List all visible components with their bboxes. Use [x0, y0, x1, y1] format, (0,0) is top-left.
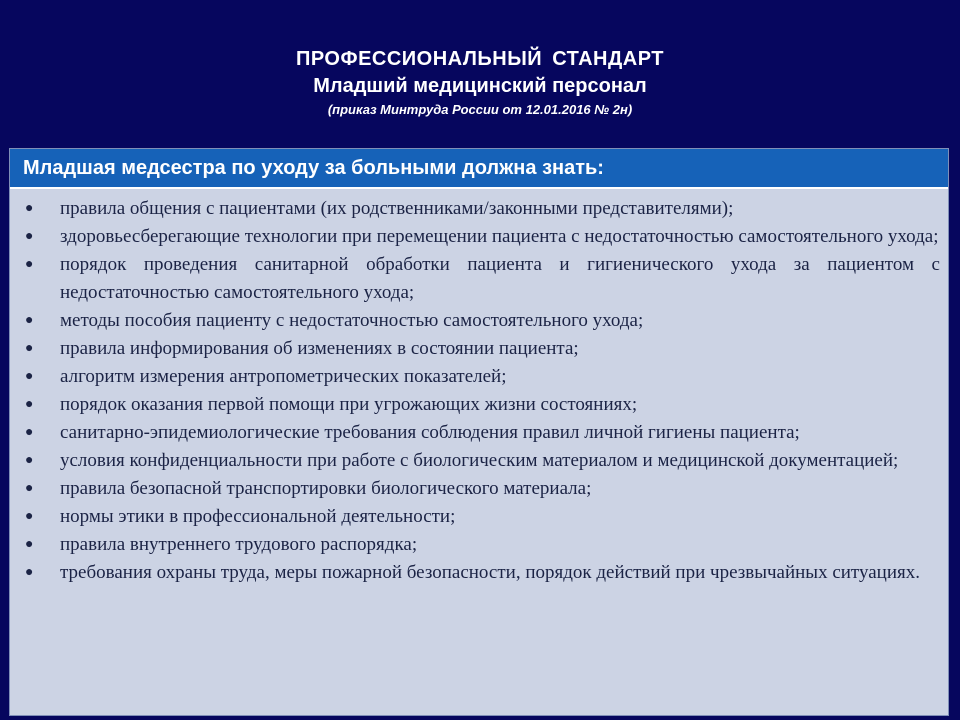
bullet-icon: ●: [25, 313, 34, 328]
bullet-icon: ●: [25, 229, 34, 244]
list-item: [23, 475, 940, 503]
list-item-text: условия конфиденциальности при работе с биологическим материалом и медицинской документацией;: [60, 450, 899, 471]
bullet-icon: ●: [25, 341, 34, 356]
list-item: [23, 195, 940, 223]
list-item-text: порядок проведения санитарной обработки пациента и гигиенического ухода за пациентом с недостаточностью самостоятельного ухода;: [60, 254, 940, 303]
list-item: [23, 223, 940, 251]
bullet-icon: ●: [25, 369, 34, 384]
bullet-icon: ●: [25, 397, 34, 412]
bullet-icon: ●: [25, 257, 34, 272]
knowledge-list: [10, 189, 948, 587]
card-heading: Младшая медсестра по уходу за больными должна знать:: [10, 149, 948, 189]
list-item: [23, 251, 940, 307]
bullet-icon: ●: [25, 509, 34, 524]
bullet-icon: ●: [25, 425, 34, 440]
list-item-text: нормы этики в профессиональной деятельности;: [60, 506, 456, 527]
list-item-text: методы пособия пациенту с недостаточностью самостоятельного ухода;: [60, 310, 644, 331]
bullet-icon: ●: [25, 453, 34, 468]
bullet-icon: ●: [25, 481, 34, 496]
list-item: [23, 559, 940, 587]
list-item: [23, 391, 940, 419]
slide-title: ПРОФЕССИОНАЛЬНЫЙ СТАНДАРТ: [295, 48, 664, 70]
list-item-text: правила общения с пациентами (их родственниками/законными представителями);: [60, 198, 734, 219]
list-item-text: правила внутреннего трудового распорядка;: [60, 534, 418, 555]
list-item-text: требования охраны труда, меры пожарной безопасности, порядок действий при чрезвычайных ситуациях.: [60, 562, 920, 583]
list-item-text: правила информирования об изменениях в состоянии пациента;: [60, 338, 579, 359]
list-item-text: алгоритм измерения антропометрических показателей;: [60, 366, 507, 387]
bullet-icon: ●: [25, 565, 34, 580]
list-item: [23, 447, 940, 475]
list-item: [23, 531, 940, 559]
list-item-text: санитарно-эпидемиологические требования соблюдения правил личной гигиены пациента;: [60, 422, 800, 443]
knowledge-card: [9, 148, 949, 716]
list-item: [23, 307, 940, 335]
bullet-icon: ●: [25, 537, 34, 552]
list-item: [23, 335, 940, 363]
list-item: [23, 503, 940, 531]
list-item-text: порядок оказания первой помощи при угрожающих жизни состояниях;: [60, 394, 638, 415]
order-reference: (приказ Минтруда России от 12.01.2016 № 2н): [327, 102, 633, 117]
list-item: [23, 363, 940, 391]
list-item-text: правила безопасной транспортировки биологического материала;: [60, 478, 592, 499]
slide-header: [0, 44, 960, 120]
bullet-icon: ●: [25, 201, 34, 216]
list-item: [23, 419, 940, 447]
list-item-text: здоровьесберегающие технологии при перемещении пациента с недостаточностью самостоятельного ухода;: [60, 226, 939, 247]
slide-subtitle: Младший медицинский персонал: [313, 75, 647, 97]
